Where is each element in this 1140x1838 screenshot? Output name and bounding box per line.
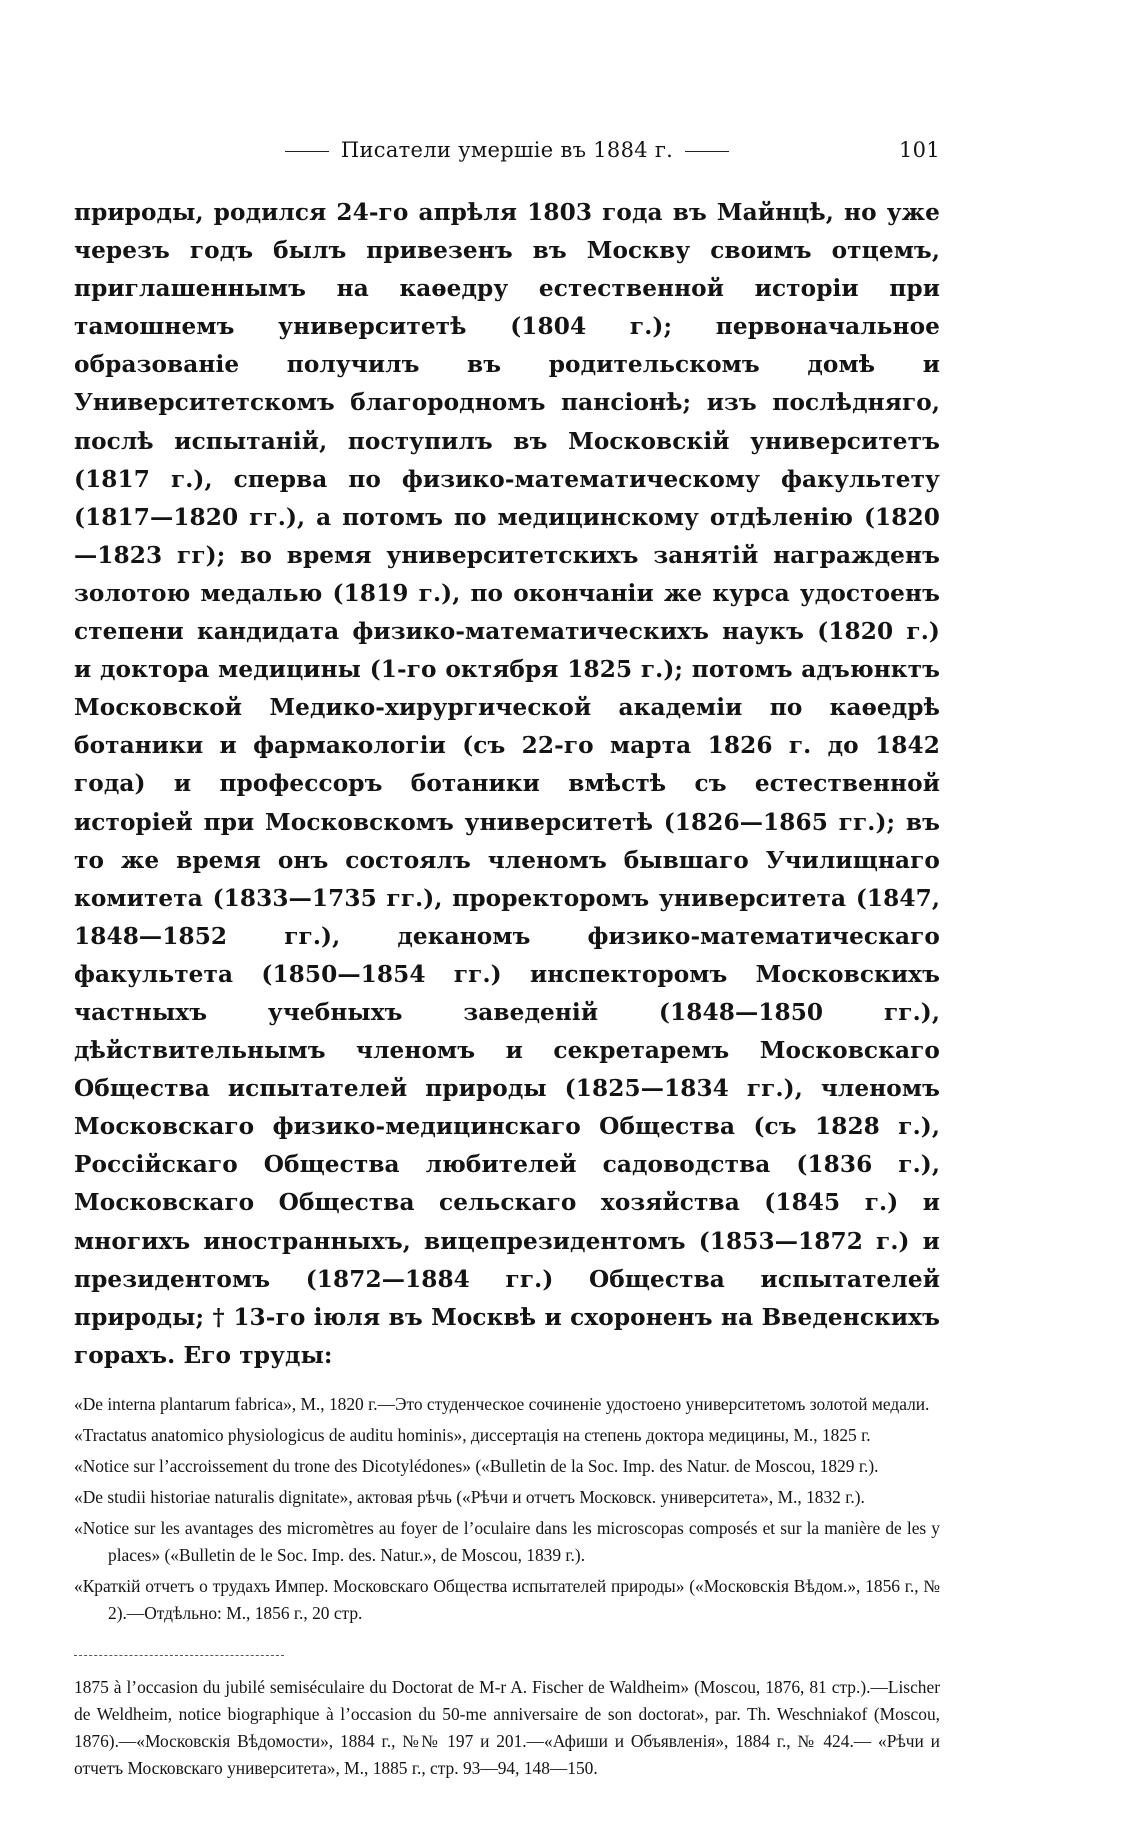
work-entry: «Краткій отчетъ о трудахъ Импер. Московскаго Общества испытателей природы» («Московскія Вѣдом.», 1856 г., № 2).—Отдѣльно: М., 1856 г., 20 стр.	[74, 1575, 940, 1623]
page-number: 101	[899, 138, 940, 162]
header-rule-left	[285, 151, 329, 152]
header-rule-right	[685, 151, 729, 152]
main-paragraph: природы, родился 24-го апрѣля 1803 года въ Майнцѣ, но уже черезъ годъ былъ привезенъ въ Москву своимъ отцемъ, приглашеннымъ на каѳедру естественной исторіи при тамошнемъ университетѣ (1804 г.); первоначальное образованіе получилъ въ родительскомъ домѣ и Университетскомъ благородномъ пансіонѣ; изъ послѣдняго, послѣ испытаній, поступилъ въ Московскій университетъ (1817 г.), сперва по физико-математическому факультету (1817—1820 гг.), а потомъ по медицинскому отдѣленію (1820—1823 гг); во время университетскихъ занятій награжденъ золотою медалью (1819 г.), по окончаніи же курса удостоенъ степени кандидата физико-математическихъ наукъ (1820 г.) и доктора медицины (1-го октября 1825 г.); потомъ адъюнктъ Московской Медико-хирургической академіи по каѳедрѣ ботаники и фармакологіи (съ 22-го марта 1826 г. до 1842 года) и профессоръ ботаники вмѣстѣ съ естественной исторіей при Московскомъ университетѣ (1826—1865 гг.); въ то же время онъ состоялъ членомъ бывшаго Училищнаго комитета (1833—1735 гг.), проректоромъ университета (1847, 1848—1852 гг.), деканомъ физико-математическаго факультета (1850—1854 гг.) инспекторомъ Московскихъ частныхъ учебныхъ заведеній (1848—1850 гг.), дѣйствительнымъ членомъ и секретаремъ Московскаго Общества испытателей природы (1825—1834 гг.), членомъ Московскаго физико-медицинскаго Общества (съ 1828 г.), Россійскаго Общества любителей садоводства (1836 г.), Московскаго Общества сельскаго хозяйства (1845 г.) и многихъ иностранныхъ, вицепрезидентомъ (1853—1872 г.) и президентомъ (1872—1884 гг.) Общества испытателей природы; † 13-го іюля въ Москвѣ и схороненъ на Введенскихъ горахъ. Его труды:	[74, 199, 940, 1369]
footnote-separator	[74, 1655, 284, 1656]
running-header	[74, 138, 940, 174]
work-entry: «Tractatus anatomico physiologicus de auditu hominis», диссертація на степень доктора медицины, М., 1825 г.	[74, 1424, 871, 1445]
work-entry: «De interna plantarum fabrica», М., 1820 г.—Это студенческое сочиненіе удостоено университетомъ золотой медали.	[74, 1393, 930, 1414]
work-entry: «De studii historiae naturalis dignitate», актовая рѣчь («Рѣчи и отчетъ Московск. университета», М., 1832 г.).	[74, 1486, 865, 1507]
header-title-wrap	[74, 138, 940, 162]
work-entry: «Notice sur l’accroissement du trone des Dicotylédones» («Bulletin de la Soc. Imp. des Natur. de Moscou, 1829 г.).	[74, 1455, 879, 1476]
work-entry: «Notice sur les avantages des micromètres au foyer de l’oculaire dans les microscopas composés et sur la manière de les y places» («Bulletin de le Soc. Imp. des. Natur.», de Moscou, 1839 г.).	[74, 1517, 940, 1565]
footnote: 1875 à l’occasion du jubilé semiséculaire du Doctorat de M-r A. Fischer de Waldheim» (Moscou, 1876, 81 стр.).—Lischer de Weldheim, notice biographique à l’occasion du 50-me anniversaire de son doctorat», par. Th. Weschniakof (Moscou, 1876).—«Московскія Вѣдомости», 1884 г., №№ 197 и 201.—«Афиши и Объявленія», 1884 г., № 424.— «Рѣчи и отчетъ Московскаго университета», М., 1885 г., стр. 93—94, 148—150.	[74, 1676, 940, 1778]
book-page	[74, 138, 940, 1782]
works-list	[74, 1391, 940, 1627]
header-title: Писатели умершіе въ 1884 г.	[340, 138, 674, 162]
